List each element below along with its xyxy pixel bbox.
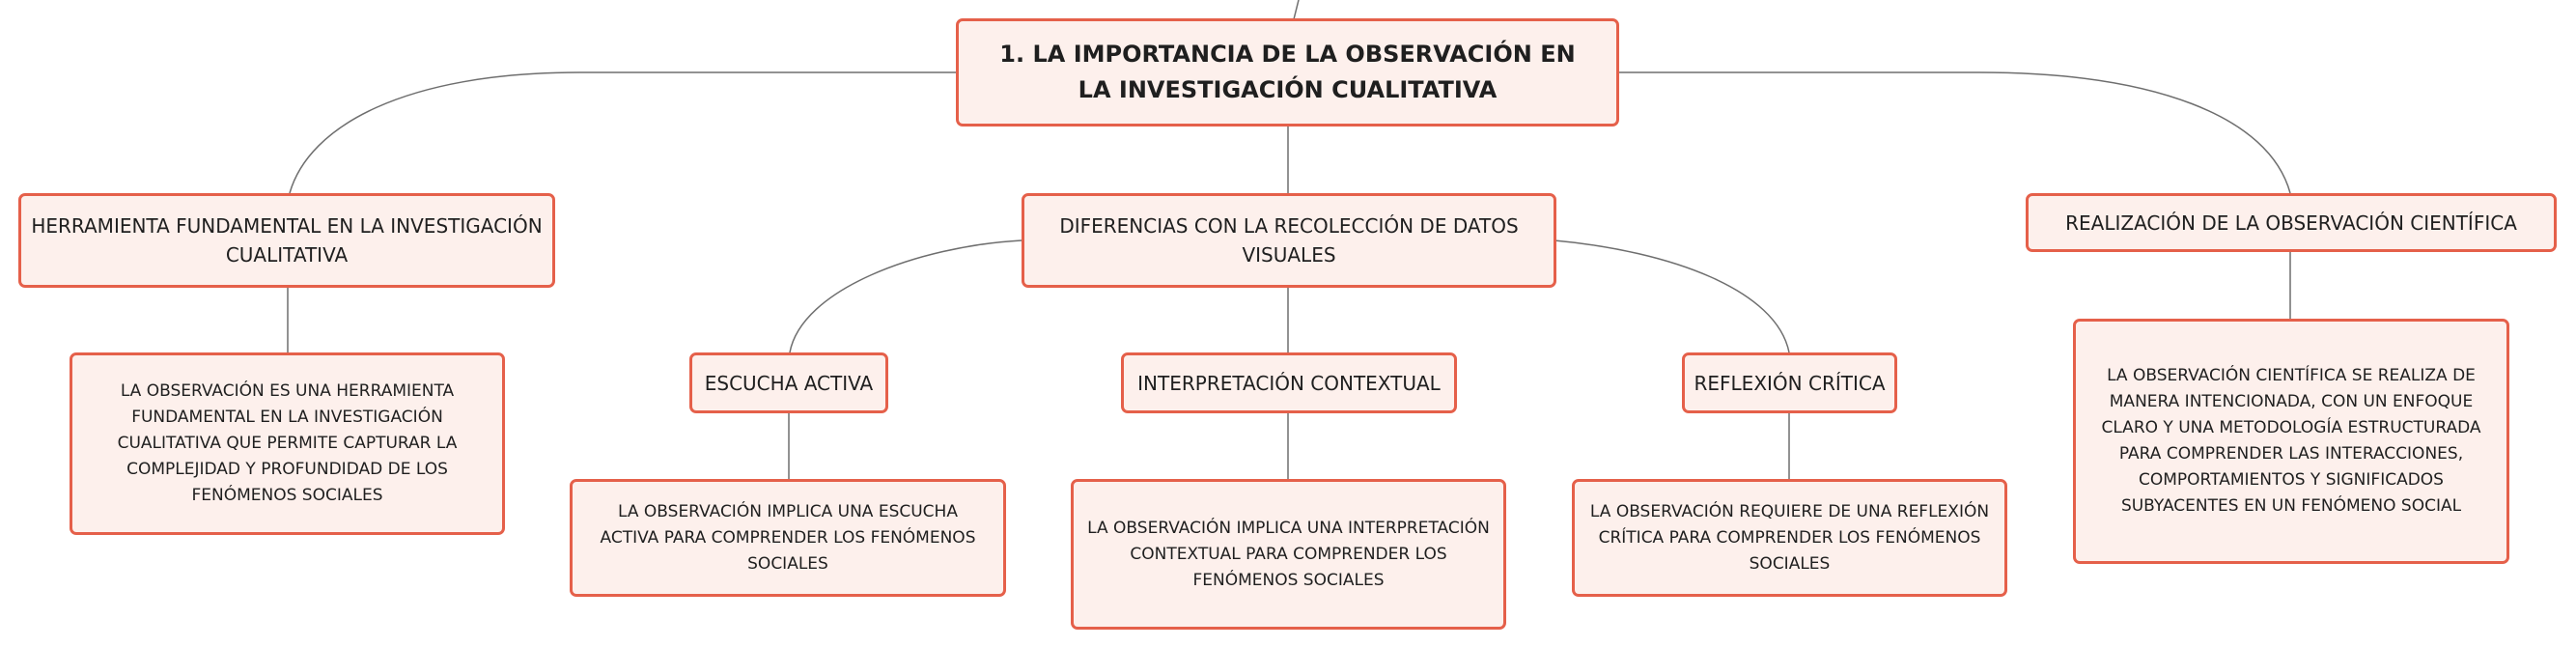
detail-interpretacion-text: LA OBSERVACIÓN IMPLICA UNA INTERPRETACIÓN CONTEXTUAL PARA COMPRENDER LOS FENÓMENOS SOCIALES xyxy=(1087,518,1490,590)
detail-realizacion-text: LA OBSERVACIÓN CIENTÍFICA SE REALIZA DE MANERA INTENCIONADA, CON UN ENFOQUE CLARO Y UNA METODOLOGÍA ESTRUCTURADA PARA COMPRENDER LAS INTERACCIONES, COMPORTAMIENTOS Y SIGNIFICADOS SUBYACENTES EN UN FENÓMENO SOCIAL xyxy=(2101,366,2481,516)
subtopic-interpretacion-label: INTERPRETACIÓN CONTEXTUAL xyxy=(1137,371,1441,395)
detail-interpretacion[interactable] xyxy=(1071,479,1506,630)
branch-herramienta[interactable] xyxy=(18,193,555,288)
branch-realizacion[interactable] xyxy=(2026,193,2557,252)
detail-herramienta[interactable] xyxy=(70,352,505,535)
detail-reflexion[interactable] xyxy=(1572,479,2007,597)
subtopic-interpretacion[interactable] xyxy=(1121,352,1457,413)
branch-realizacion-label: REALIZACIÓN DE LA OBSERVACIÓN CIENTÍFICA xyxy=(2065,211,2517,235)
root-topic[interactable] xyxy=(956,18,1619,127)
connector-diferencias-to-reflexion xyxy=(1554,240,1789,352)
subtopic-escucha[interactable] xyxy=(689,352,888,413)
detail-realizacion[interactable] xyxy=(2073,319,2509,564)
branch-diferencias[interactable] xyxy=(1022,193,1556,288)
subtopic-reflexion[interactable] xyxy=(1682,352,1897,413)
connector-root-to-herramienta xyxy=(290,72,956,193)
root-topic-label: 1. LA IMPORTANCIA DE LA OBSERVACIÓN EN LA INVESTIGACIÓN CUALITATIVA xyxy=(999,41,1576,103)
subtopic-reflexion-label: REFLEXIÓN CRÍTICA xyxy=(1694,371,1886,395)
branch-diferencias-label: DIFERENCIAS CON LA RECOLECCIÓN DE DATOS VISUALES xyxy=(1059,214,1519,267)
detail-herramienta-text: LA OBSERVACIÓN ES UNA HERRAMIENTA FUNDAMENTAL EN LA INVESTIGACIÓN CUALITATIVA QUE PERMITE CAPTURAR LA COMPLEJIDAD Y PROFUNDIDAD DE LOS FENÓMENOS SOCIALES xyxy=(117,381,458,505)
detail-reflexion-text: LA OBSERVACIÓN REQUIERE DE UNA REFLEXIÓN CRÍTICA PARA COMPRENDER LOS FENÓMENOS SOCIALES xyxy=(1589,501,1990,574)
connector-top-stub xyxy=(1294,0,1299,19)
detail-escucha[interactable] xyxy=(570,479,1006,597)
branch-herramienta-label: HERRAMIENTA FUNDAMENTAL EN LA INVESTIGACIÓN CUALITATIVA xyxy=(31,214,543,267)
connector-root-to-realizacion xyxy=(1619,72,2290,193)
detail-escucha-text: LA OBSERVACIÓN IMPLICA UNA ESCUCHA ACTIVA PARA COMPRENDER LOS FENÓMENOS SOCIALES xyxy=(600,501,976,574)
connector-diferencias-to-escucha xyxy=(790,240,1022,352)
subtopic-escucha-label: ESCUCHA ACTIVA xyxy=(704,371,874,395)
